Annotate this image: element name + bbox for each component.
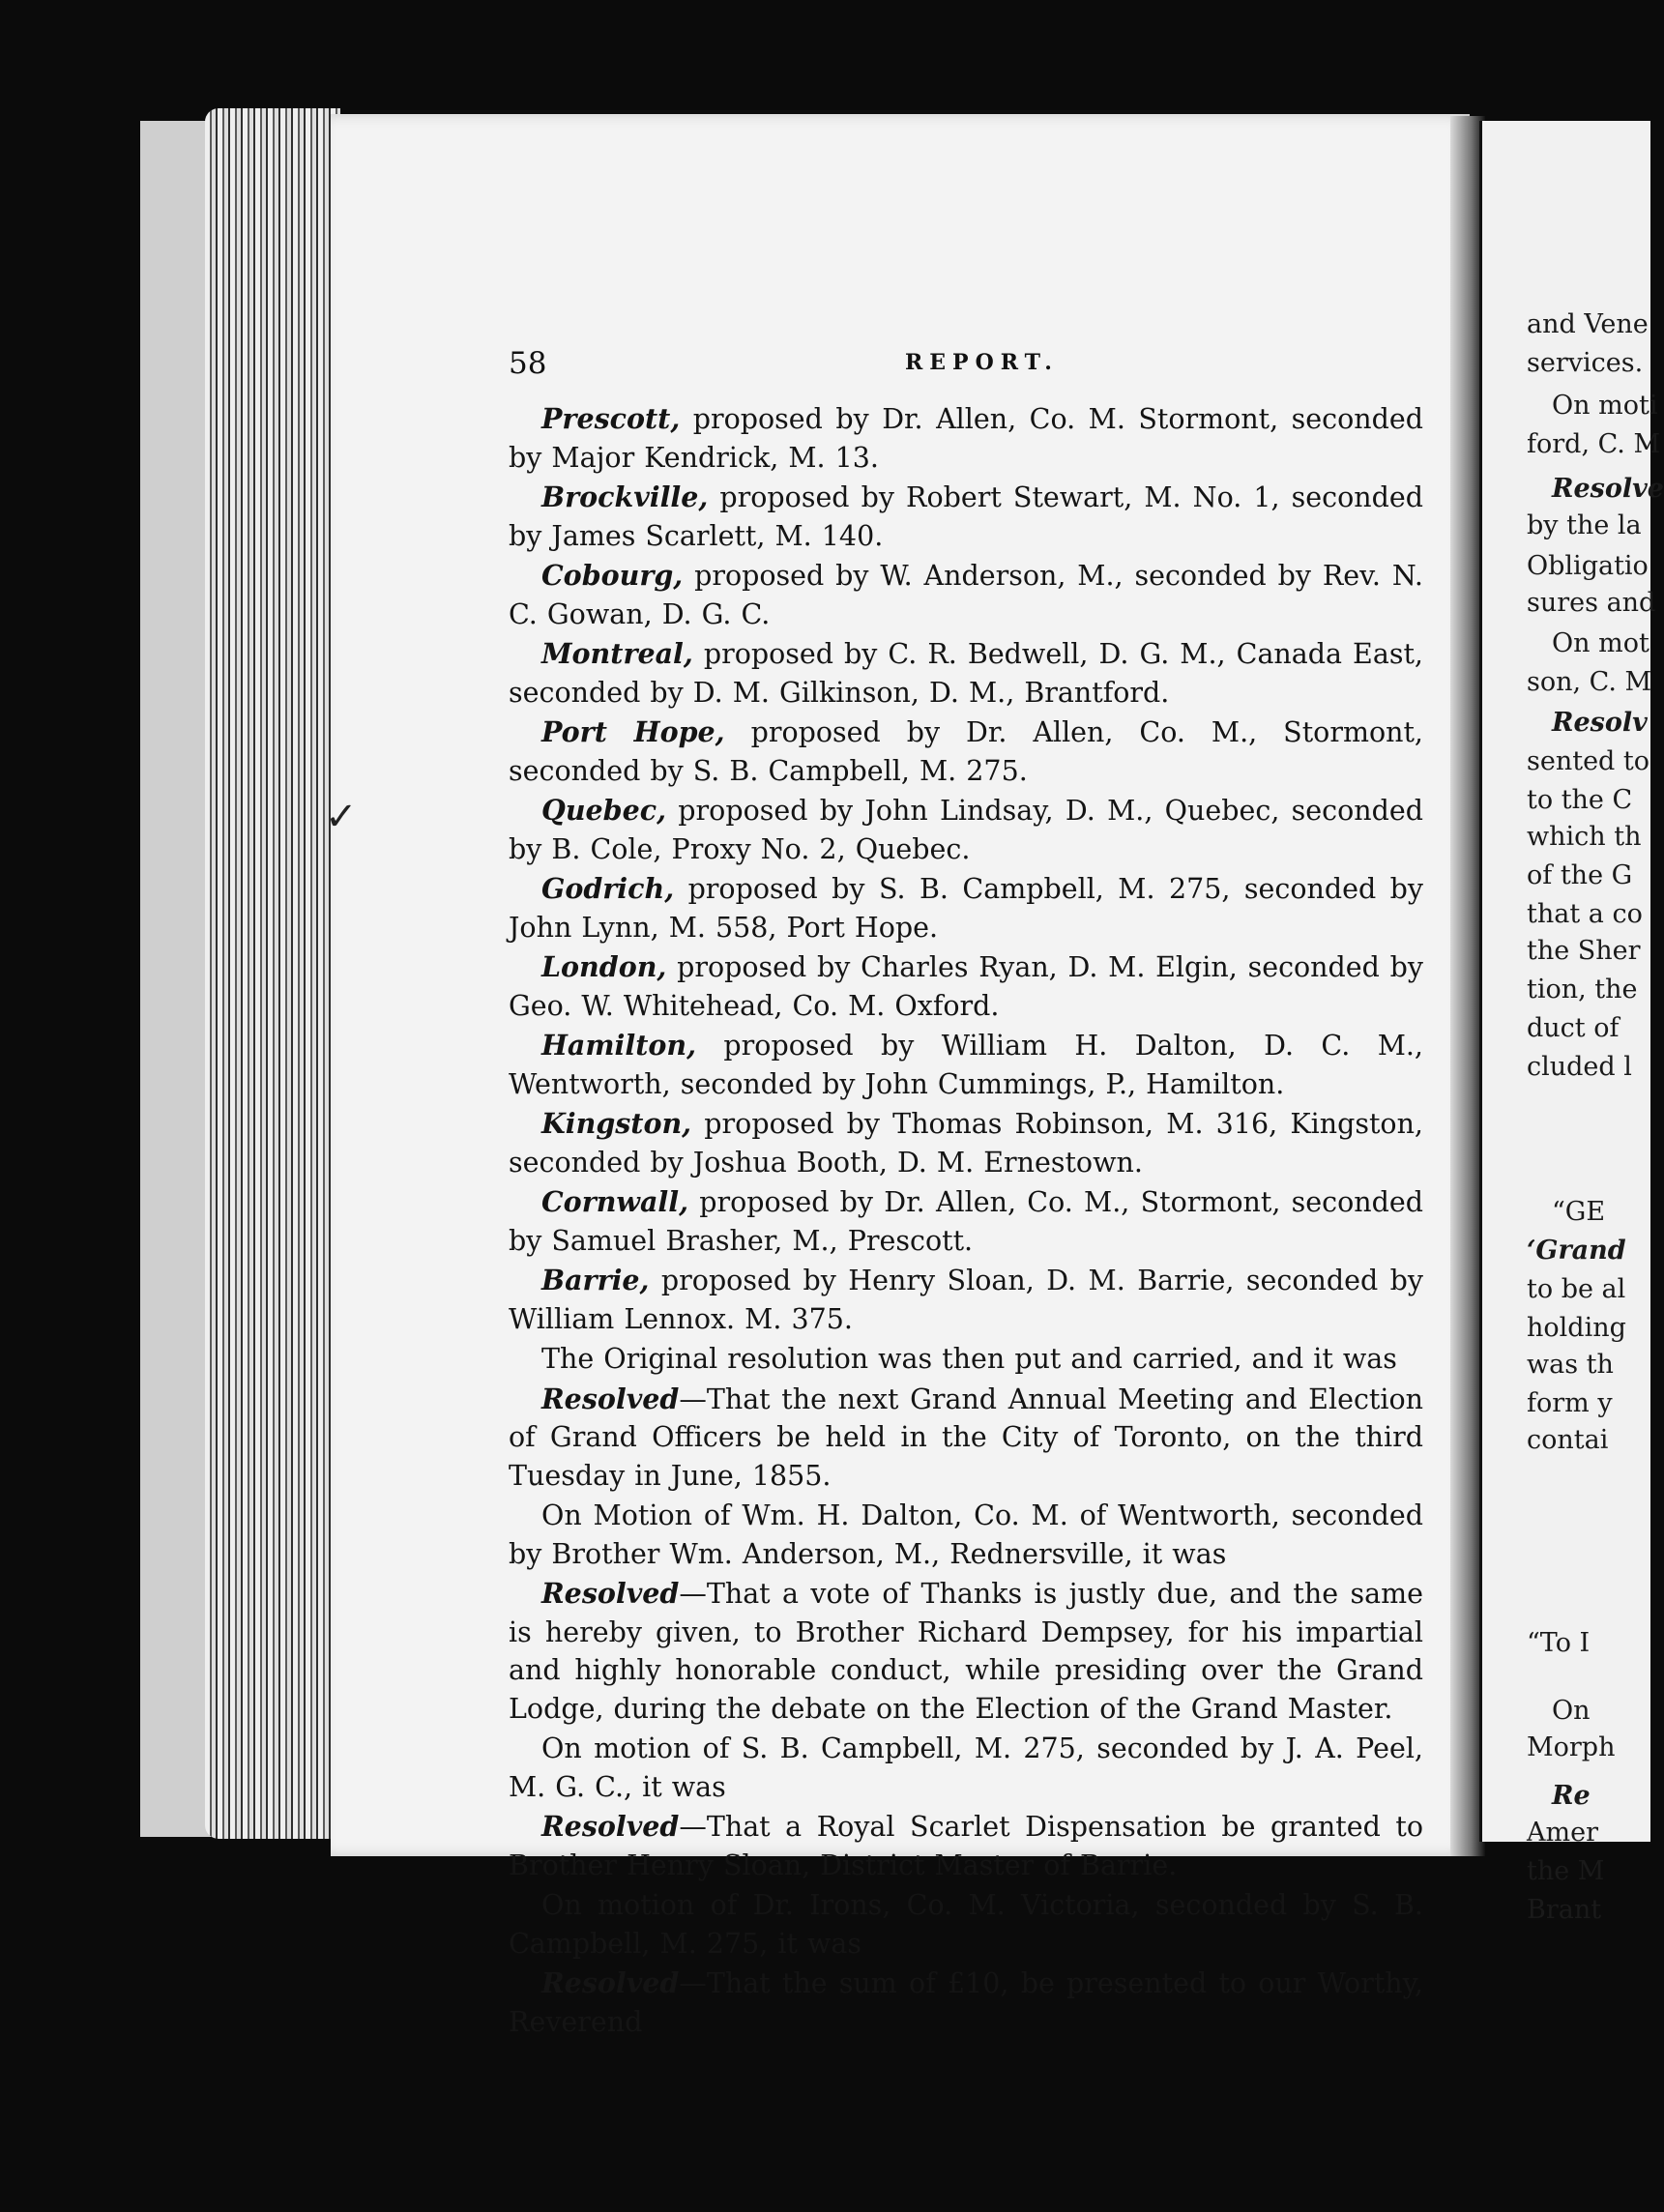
paragraph-lead: Resolved: [541, 1577, 680, 1610]
paragraph-lead: Cornwall,: [541, 1185, 689, 1218]
paragraph-text: —That the next Grand Annual Meeting and Election of Grand Officers be held in the City of Toronto, on the third Tuesday in June, 1855.: [509, 1382, 1423, 1492]
facing-page-line: “To I: [1527, 1628, 1591, 1658]
paragraph: [509, 1183, 1423, 1260]
paragraph: [509, 870, 1423, 946]
paragraph-text: —That a vote of Thanks is justly due, and the same is hereby given, to Brother Richard Dempsey, for his impartial and highly honorable conduct, while presiding over the Grand Lodge, during the debate on the Election of the Grand Master.: [509, 1578, 1423, 1725]
paragraph: [509, 1027, 1423, 1103]
paragraph-lead: Hamilton,: [541, 1029, 697, 1062]
paragraph-lead: Port Hope,: [541, 715, 725, 748]
facing-page-line: which th: [1527, 822, 1642, 852]
paragraph-text: On motion of Dr. Irons, Co. M. Victoria, seconded by S. B. Campbell, M. 275, it was: [509, 1889, 1423, 1960]
facing-page-line: was th: [1527, 1350, 1614, 1380]
paragraph: [509, 792, 1423, 868]
paragraph-text: proposed by Robert Stewart, M. No. 1, seconded by James Scarlett, M. 140.: [509, 481, 1423, 552]
paragraph-lead: Brockville,: [541, 480, 709, 513]
facing-page-line: that a co: [1527, 899, 1643, 929]
paragraph-lead: Quebec,: [541, 794, 667, 827]
facing-page-line: contai: [1527, 1425, 1609, 1455]
page-header: [331, 346, 1470, 385]
facing-page-line: On mot: [1552, 628, 1649, 658]
paragraph-lead: Barrie,: [541, 1264, 650, 1296]
paragraph: [509, 1575, 1423, 1728]
facing-page-line: by the la: [1527, 510, 1642, 540]
paragraph-lead: Resolved: [541, 1810, 680, 1843]
page-edges: [205, 108, 340, 1839]
facing-page-line: ford, C. M: [1527, 429, 1661, 459]
facing-page-line: ‘Grand: [1527, 1236, 1626, 1266]
paragraph-text: proposed by W. Anderson, M., seconded by Rev. N. C. Gowan, D. G. C.: [509, 560, 1423, 630]
paragraph-text: proposed by John Lindsay, D. M., Quebec, seconded by B. Cole, Proxy No. 2, Quebec.: [509, 795, 1423, 865]
paragraph: [509, 1886, 1423, 1963]
facing-page-line: Re: [1552, 1781, 1591, 1811]
page-number: 58: [509, 346, 547, 381]
running-head: REPORT.: [905, 350, 1059, 375]
paragraph: [509, 1105, 1423, 1181]
left-page: [331, 114, 1470, 2038]
paragraph-text: On Motion of Wm. H. Dalton, Co. M. of Wentworth, seconded by Brother Wm. Anderson, M., Rednersville, it was: [509, 1499, 1423, 1570]
paragraph: [509, 557, 1423, 633]
paragraph: [509, 400, 1423, 477]
paragraph-lead: London,: [541, 950, 667, 983]
facing-page: [1479, 121, 1664, 1925]
paragraph-text: —That a Royal Scarlet Dispensation be granted to Brother Henry Sloan, District Master of Barrie.: [509, 1811, 1423, 1881]
paragraph: [509, 1340, 1423, 1379]
paragraph: [509, 1497, 1423, 1573]
facing-page-line: Obligatio: [1527, 551, 1649, 581]
margin-mark: ✓: [325, 795, 358, 839]
facing-page-line: cluded l: [1527, 1052, 1632, 1082]
facing-page-line: sented to: [1527, 746, 1650, 776]
paragraph: [509, 1381, 1423, 1496]
paragraph-lead: Godrich,: [541, 872, 675, 905]
facing-page-line: services.: [1527, 348, 1644, 378]
facing-page-line: Resolv: [1552, 708, 1648, 738]
paragraph: [509, 635, 1423, 712]
paragraph-text: proposed by S. B. Campbell, M. 275, seconded by John Lynn, M. 558, Port Hope.: [509, 873, 1423, 944]
paragraph-lead: Cobourg,: [541, 559, 684, 592]
facing-page-line: On moti: [1552, 391, 1658, 421]
facing-page-line: On: [1552, 1696, 1591, 1726]
paragraph: [509, 1730, 1423, 1806]
paragraph: [509, 1965, 1423, 2041]
paragraph-lead: Resolved: [541, 1382, 680, 1415]
facing-page-line: sures and: [1527, 588, 1656, 618]
facing-page-line: form y: [1527, 1388, 1613, 1418]
paragraph-text: proposed by C. R. Bedwell, D. G. M., Canada East, seconded by D. M. Gilkinson, D. M., Brantford.: [509, 638, 1423, 709]
facing-page-line: Resolve: [1552, 474, 1664, 504]
paragraph-lead: Montreal,: [541, 637, 693, 670]
paragraph-text: proposed by Thomas Robinson, M. 316, Kingston, seconded by Joshua Booth, D. M. Ernestown.: [509, 1108, 1423, 1179]
facing-page-line: to the C: [1527, 785, 1633, 815]
facing-page-line: duct of: [1527, 1013, 1620, 1043]
facing-page-line: and Vene: [1527, 309, 1649, 339]
paragraph: [509, 948, 1423, 1025]
facing-page-line: of the G: [1527, 860, 1633, 890]
page-body: [509, 400, 1423, 2043]
facing-page-line: Amer: [1527, 1818, 1598, 1848]
paragraph: [509, 1808, 1423, 1884]
facing-page-line: to be al: [1527, 1274, 1626, 1304]
paragraph-lead: Prescott,: [541, 402, 681, 435]
paragraph-text: proposed by Charles Ryan, D. M. Elgin, seconded by Geo. W. Whitehead, Co. M. Oxford.: [509, 951, 1423, 1022]
facing-page-line: the M: [1527, 1856, 1605, 1886]
paragraph: [509, 713, 1423, 790]
paragraph: [509, 479, 1423, 555]
paragraph-text: proposed by Henry Sloan, D. M. Barrie, seconded by William Lennox. M. 375.: [509, 1265, 1423, 1335]
facing-page-line: the Sher: [1527, 936, 1641, 966]
paragraph-text: proposed by Dr. Allen, Co. M., Stormont, seconded by Samuel Brasher, M., Prescott.: [509, 1186, 1423, 1257]
facing-page-line: Brant: [1527, 1895, 1602, 1925]
paragraph-text: proposed by Dr. Allen, Co. M. Stormont, seconded by Major Kendrick, M. 13.: [509, 403, 1423, 474]
paragraph-text: —That the sum of £10, be presented to our Worthy, Reverend: [509, 1967, 1423, 2038]
facing-page-line: Morph: [1527, 1732, 1616, 1762]
paragraph-lead: Kingston,: [541, 1107, 692, 1140]
facing-page-line: holding: [1527, 1313, 1626, 1343]
facing-page-line: “GE: [1552, 1197, 1606, 1227]
paragraph-text: The Original resolution was then put and carried, and it was: [541, 1343, 1397, 1375]
paragraph: [509, 1262, 1423, 1338]
paragraph-text: proposed by William H. Dalton, D. C. M., Wentworth, seconded by John Cummings, P., Hamilton.: [509, 1030, 1423, 1100]
facing-page-line: tion, the: [1527, 975, 1638, 1004]
paragraph-text: proposed by Dr. Allen, Co. M., Stormont, seconded by S. B. Campbell, M. 275.: [509, 716, 1423, 787]
paragraph-lead: Resolved: [541, 1966, 680, 1999]
facing-page-line: son, C. M: [1527, 667, 1652, 697]
paragraph-text: On motion of S. B. Campbell, M. 275, seconded by J. A. Peel, M. G. C., it was: [509, 1732, 1423, 1803]
